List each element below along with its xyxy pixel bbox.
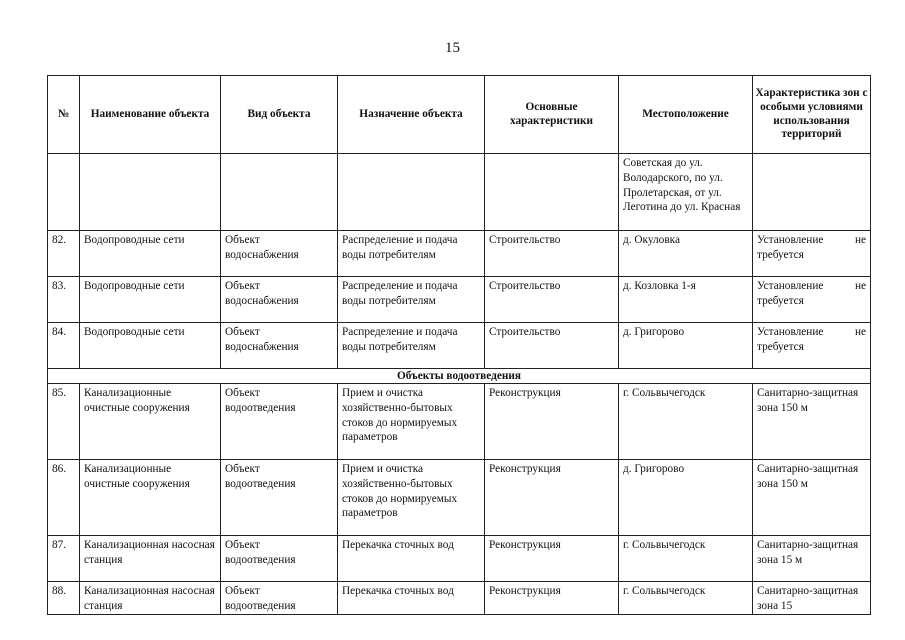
cell-location: д. Окуловка: [619, 231, 753, 277]
table-row: [48, 384, 871, 460]
cell-type: Объект водоснабжения: [221, 323, 338, 369]
cell-characteristics: Реконструкция: [485, 384, 619, 460]
table-row-continuation: [48, 154, 871, 231]
cell-num: 88.: [48, 582, 80, 615]
cell-purpose: Перекачка сточных вод: [338, 536, 485, 582]
cell-zone: Санитарно-защитная зона 15 м: [753, 536, 871, 582]
cell-num: [48, 154, 80, 231]
cell-name: Канализационные очистные сооружения: [80, 460, 221, 536]
cell-type: Объект водоснабжения: [221, 277, 338, 323]
objects-table: [47, 75, 871, 615]
cell-purpose: Перекачка сточных вод: [338, 582, 485, 615]
cell-zone: Санитарно-защитная зона 150 м: [753, 384, 871, 460]
cell-name: Водопроводные сети: [80, 323, 221, 369]
cell-location: д. Григорово: [619, 323, 753, 369]
cell-characteristics: Реконструкция: [485, 536, 619, 582]
table-row: [48, 231, 871, 277]
section-header-row: [48, 369, 871, 384]
cell-characteristics: Реконструкция: [485, 582, 619, 615]
cell-zone: Установление не требуется: [753, 231, 871, 277]
cell-name: Водопроводные сети: [80, 231, 221, 277]
page-number: 15: [445, 40, 460, 56]
cell-type: Объект водоснабжения: [221, 231, 338, 277]
header-type: Вид объекта: [221, 76, 338, 154]
cell-zone: Санитарно-защитная зона 150 м: [753, 460, 871, 536]
cell-zone: Установление не требуется: [753, 323, 871, 369]
cell-num: 82.: [48, 231, 80, 277]
cell-zone: [753, 154, 871, 231]
header-zone: Характеристика зон с особыми условиями использования территорий: [753, 76, 871, 154]
table-row: [48, 582, 871, 615]
cell-location: д. Григорово: [619, 460, 753, 536]
cell-purpose: Прием и очистка хозяйственно-бытовых стоков до нормируемых параметров: [338, 384, 485, 460]
table-row: [48, 460, 871, 536]
table-row: [48, 277, 871, 323]
cell-location: д. Козловка 1-я: [619, 277, 753, 323]
cell-name: Канализационная насосная станция: [80, 582, 221, 615]
header-num: №: [48, 76, 80, 154]
cell-type: Объект водоотведения: [221, 536, 338, 582]
cell-name: Водопроводные сети: [80, 277, 221, 323]
cell-characteristics: Реконструкция: [485, 460, 619, 536]
cell-location: г. Сольвычегодск: [619, 384, 753, 460]
cell-location: г. Сольвычегодск: [619, 582, 753, 615]
table-row: [48, 536, 871, 582]
cell-type: Объект водоотведения: [221, 582, 338, 615]
cell-purpose: Распределение и подача воды потребителям: [338, 231, 485, 277]
cell-purpose: Прием и очистка хозяйственно-бытовых стоков до нормируемых параметров: [338, 460, 485, 536]
header-characteristics: Основные характеристики: [485, 76, 619, 154]
header-name: Наименование объекта: [80, 76, 221, 154]
cell-type: Объект водоотведения: [221, 460, 338, 536]
cell-num: 84.: [48, 323, 80, 369]
header-purpose: Назначение объекта: [338, 76, 485, 154]
cell-num: 85.: [48, 384, 80, 460]
table-row: [48, 323, 871, 369]
cell-name: Канализационная насосная станция: [80, 536, 221, 582]
section-title: Объекты водоотведения: [48, 369, 871, 384]
cell-location: Советская до ул. Володарского, по ул. Пролетарская, от ул. Леготина до ул. Красная: [619, 154, 753, 231]
cell-characteristics: Строительство: [485, 323, 619, 369]
table-header-row: [48, 76, 871, 154]
cell-zone: Санитарно-защитная зона 15: [753, 582, 871, 615]
cell-name: [80, 154, 221, 231]
cell-location: г. Сольвычегодск: [619, 536, 753, 582]
cell-name: Канализационные очистные сооружения: [80, 384, 221, 460]
cell-purpose: Распределение и подача воды потребителям: [338, 277, 485, 323]
cell-type: Объект водоотведения: [221, 384, 338, 460]
cell-num: 87.: [48, 536, 80, 582]
cell-characteristics: [485, 154, 619, 231]
cell-type: [221, 154, 338, 231]
cell-zone: Установление не требуется: [753, 277, 871, 323]
cell-characteristics: Строительство: [485, 231, 619, 277]
cell-characteristics: Строительство: [485, 277, 619, 323]
cell-num: 86.: [48, 460, 80, 536]
cell-purpose: [338, 154, 485, 231]
cell-purpose: Распределение и подача воды потребителям: [338, 323, 485, 369]
cell-num: 83.: [48, 277, 80, 323]
header-location: Местоположение: [619, 76, 753, 154]
